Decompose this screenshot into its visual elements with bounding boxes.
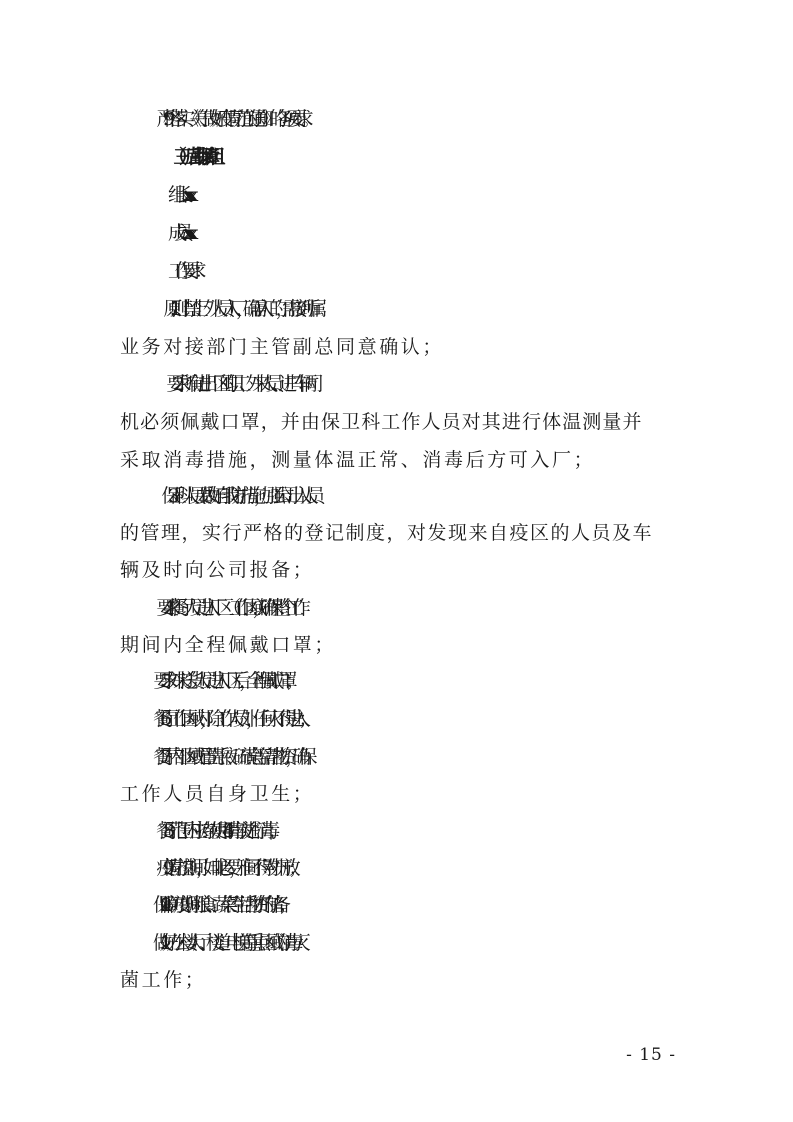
requirement-9: 9.疫情防控期间，如非必要，雅间不得对外开放； bbox=[163, 857, 295, 879]
team-leader-line: 组长：xxxx、xxxx bbox=[168, 184, 181, 206]
requirement-8: 8.餐厅范围内应持续使用84消毒液进行消毒； bbox=[163, 820, 275, 842]
requirement-2-line-2: 机必须佩戴口罩，并由保卫科工作人员对其进行体温测量并 bbox=[120, 411, 643, 433]
page-number: - 15 - bbox=[626, 1045, 676, 1065]
requirement-11-line-2: 菌工作； bbox=[120, 969, 207, 991]
item-9-strict-implementation: 9.严格落实《关于做好疫情防范的通知》的各项要求。 bbox=[163, 108, 309, 130]
requirement-4-line-1: 4.要求餐厅人员进入厂区（工作区域），确保整个工作 bbox=[163, 597, 299, 619]
requirement-3-line-1: 3.保卫科人员要做好自我防护措施，加强公司出入人员 bbox=[168, 485, 314, 507]
section-heading-logistics: （三）后勤保障组 bbox=[168, 146, 213, 168]
requirement-1-line-1: 1.原则上禁止厂外人员入厂，确需入厂的，需接到所属 bbox=[170, 298, 316, 320]
requirement-5: 5.要求外来送货人员进入厂区后，全程佩戴口罩； bbox=[160, 670, 292, 692]
requirement-4-line-2: 期间内全程佩戴口罩； bbox=[120, 634, 337, 656]
requirement-6: 6.餐厅工作区域内，除工作人员外，任何人不得进入； bbox=[160, 708, 306, 730]
work-requirements-label: 工作要求： bbox=[168, 260, 202, 282]
requirement-1-line-2: 业务对接部门主管副总同意确认； bbox=[120, 336, 445, 358]
requirement-3-line-3: 辆及时向公司报备； bbox=[120, 559, 315, 581]
requirement-11-line-1: 11.做好办公楼大厅、楼道、电梯等重点区域的消毒灭 bbox=[160, 932, 299, 954]
requirement-2-line-3: 采取消毒措施，测量体温正常、消毒后方可入厂； bbox=[120, 449, 596, 471]
requirement-10: 10.保障防疫期间粮食、蔬菜等生活物资的储备； bbox=[160, 894, 286, 916]
requirement-2-line-1: 2.要求所有进出厂区的职工、外来人员、进厂车辆司 bbox=[173, 373, 312, 395]
requirement-3-line-2: 的管理，实行严格的登记制度，对发现来自疫区的人员及车 bbox=[120, 522, 654, 544]
requirement-7-line-2: 工作人员自身卫生； bbox=[120, 783, 315, 805]
team-members-line: 成员：xxxx、xxxx bbox=[168, 222, 181, 244]
requirement-7-line-1: 7.餐厅内部区域配置洗手液、硫磺皂等清洁物资，确保 bbox=[160, 746, 306, 768]
